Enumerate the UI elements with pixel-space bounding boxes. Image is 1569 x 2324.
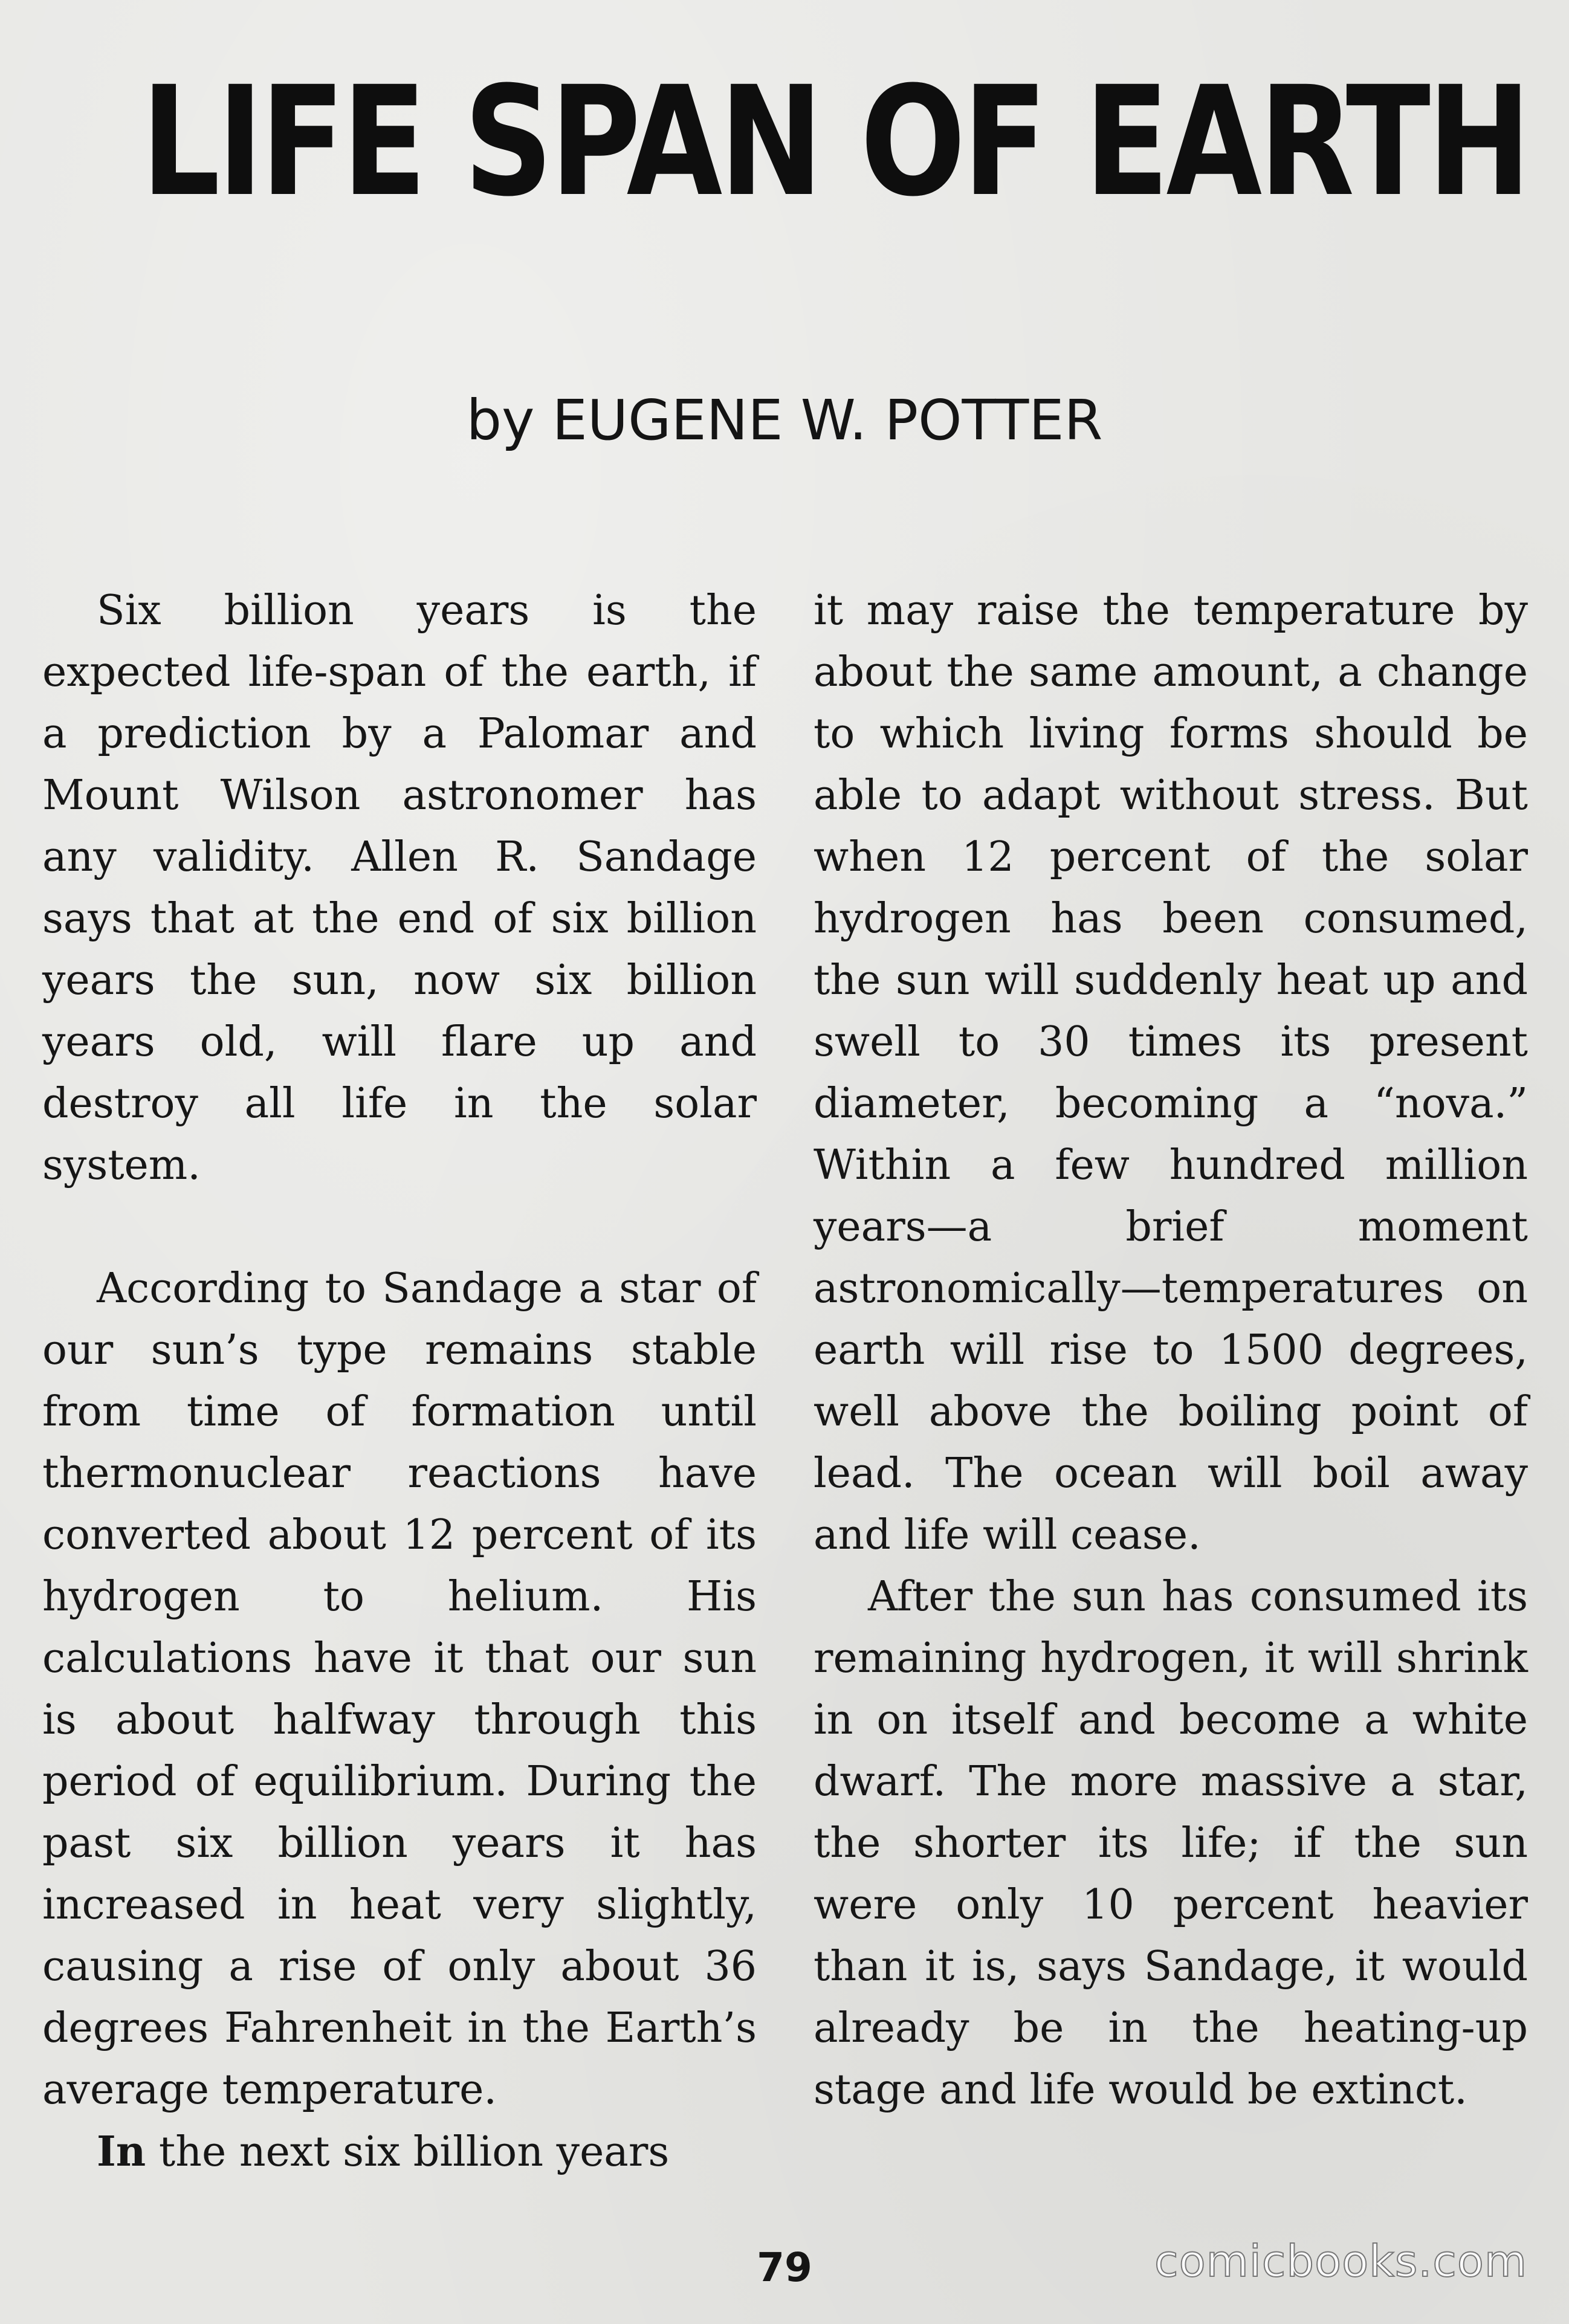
paragraph: According to Sandage a star of our sun’s type remains stable from time of formation until thermonuclear reactions have converted about 12 percent of its hydrogen to helium. His calculations have it that our sun is about halfway through this period of equilibrium. During the past six billion years it has increased in heat very slightly, causing a rise of only about 36 degrees Fahrenheit in the Earth’s average temperature. bbox=[42, 1265, 757, 2114]
paragraph-text: the next six billion years bbox=[146, 2128, 670, 2176]
article-title: LIFE SPAN OF EARTH bbox=[141, 54, 1529, 230]
paragraph-lead-word: In bbox=[97, 2128, 146, 2176]
paragraph bbox=[42, 2121, 757, 2183]
text-column-right bbox=[814, 580, 1528, 2121]
paragraph: After the sun has consumed its remaining hydrogen, it will shrink in on itself and become a white dwarf. The more massive a star, the shorter its life; if the sun were only 10 percent heavier than it is, says Sandage, it would already be in the heating-up stage and life would be extinct. bbox=[814, 1573, 1528, 2114]
page-number: 79 bbox=[757, 2244, 812, 2291]
article-byline: by EUGENE W. POTTER bbox=[466, 388, 1103, 453]
paragraph: it may raise the temperature by about the same amount, a change to which living forms should be able to adapt without stress. But when 12 percent of the solar hydrogen has been consumed, the sun will suddenly heat up and swell to 30 times its present diameter, becoming a “nova.” Within a few hundred million years—a brief moment astronomically—temperatures on earth will rise to 1500 degrees, well above the boiling point of lead. The ocean will boil away and life will cease. bbox=[814, 587, 1528, 1559]
paragraph: Six billion years is the expected life-span of the earth, if a prediction by a Palomar and Mount Wilson astronomer has any validity. Allen R. Sandage says that at the end of six billion years the sun, now six billion years old, will flare up and destroy all life in the solar system. bbox=[42, 587, 757, 1189]
site-watermark: comicbooks.com bbox=[1154, 2236, 1528, 2287]
text-column-left bbox=[42, 580, 757, 2183]
